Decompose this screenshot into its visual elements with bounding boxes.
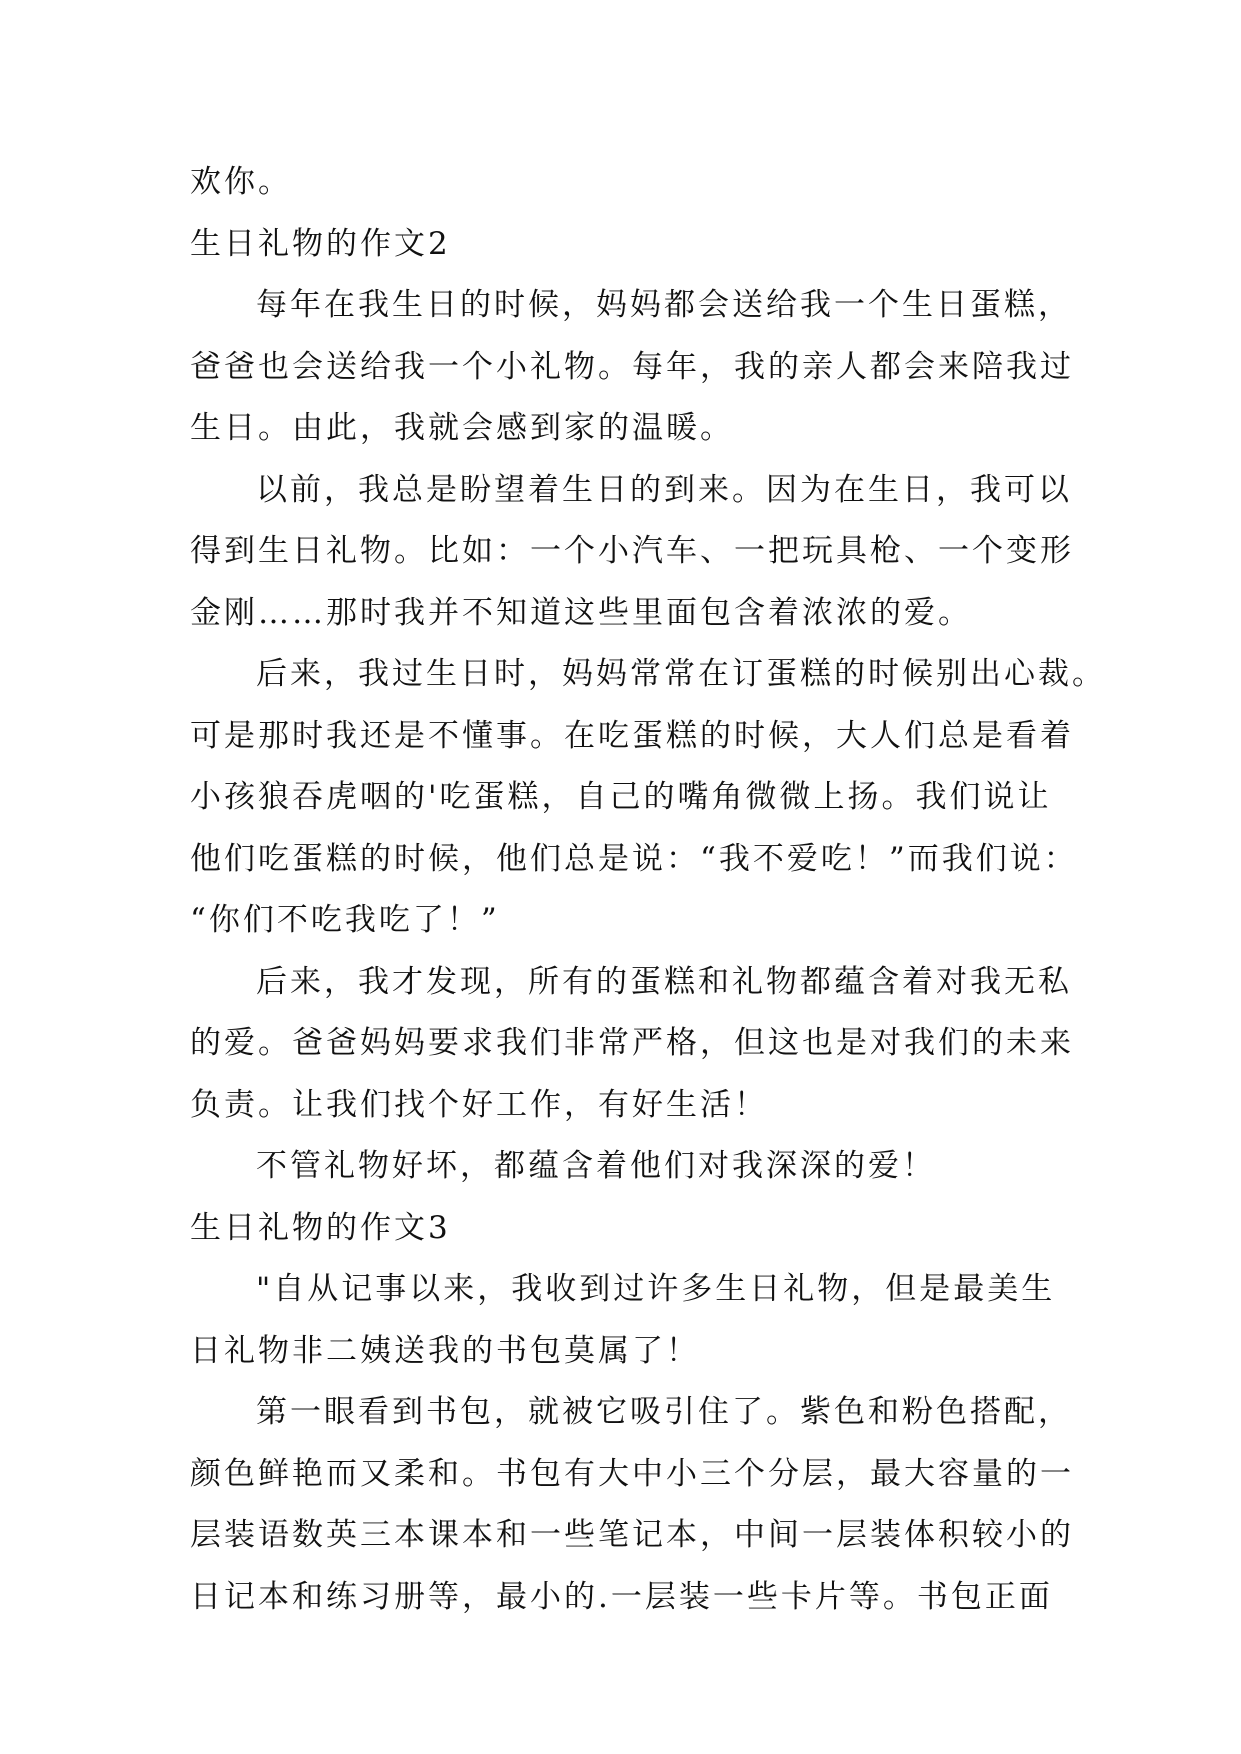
text-line: “你们不吃我吃了！” [190,902,500,938]
text-line: 小孩狼吞虎咽的'吃蛋糕，自己的嘴角微微上扬。我们说让 [190,779,1052,815]
text-line: 生日。由此，我就会感到家的温暖。 [190,410,734,446]
paragraph-line: 后来，我过生日时，妈妈常常在订蛋糕的时候别出心裁。 [256,656,1106,692]
text-line: 他们吃蛋糕的时候，他们总是说：“我不爱吃！”而我们说： [190,840,1078,877]
text-line: 颜色鲜艳而又柔和。书包有大中小三个分层，最大容量的一 [190,1455,1074,1492]
paragraph-line: 不管礼物好坏，都蕴含着他们对我深深的爱！ [256,1148,936,1184]
paragraph-line: 每年在我生日的时候，妈妈都会送给我一个生日蛋糕， [256,287,1072,323]
paragraph-line: "自从记事以来，我收到过许多生日礼物，但是最美生 [256,1271,1056,1307]
text-line: 金刚……那时我并不知道这些里面包含着浓浓的爱。 [190,594,972,631]
text-line: 负责。让我们找个好工作，有好生活！ [190,1086,768,1123]
section-heading: 生日礼物的作文3 [190,1209,451,1246]
text-line: 日记本和练习册等，最小的.一层装一些卡片等。书包正面 [190,1578,1053,1615]
text-line: 的爱。爸爸妈妈要求我们非常严格，但这也是对我们的未来 [190,1025,1074,1061]
text-line: 欢你。 [190,164,292,200]
paragraph-line: 第一眼看到书包，就被它吸引住了。紫色和粉色搭配， [256,1394,1072,1430]
text-line: 层装语数英三本课本和一些笔记本，中间一层装体积较小的 [190,1517,1074,1553]
text-line: 日礼物非二姨送我的书包莫属了！ [190,1332,700,1369]
document-body [190,152,1106,1628]
paragraph-line: 以前，我总是盼望着生日的到来。因为在生日，我可以 [256,471,1072,508]
section-heading: 生日礼物的作文2 [190,225,451,262]
text-line: 可是那时我还是不懂事。在吃蛋糕的时候，大人们总是看着 [190,717,1074,754]
text-line: 爸爸也会送给我一个小礼物。每年，我的亲人都会来陪我过 [190,348,1074,385]
paragraph-line: 后来，我才发现，所有的蛋糕和礼物都蕴含着对我无私 [256,963,1072,1000]
text-line: 得到生日礼物。比如：一个小汽车、一把玩具枪、一个变形 [190,533,1074,569]
